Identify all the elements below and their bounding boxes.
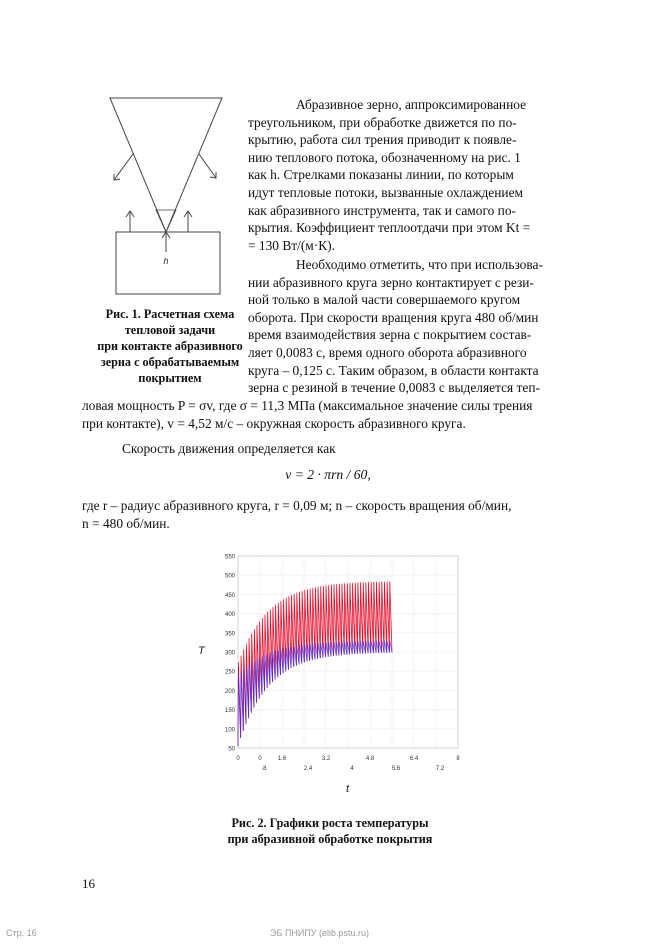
y-tick-labels — [225, 555, 236, 753]
y-tick-label: 50 — [228, 746, 235, 753]
figure1-caption — [78, 306, 262, 386]
figure1-caption-line: зерна с обрабатываемым — [100, 355, 240, 369]
text-line: при контакте), v = 4,52 м/с – окружная скорость абразивного круга. — [82, 415, 466, 431]
x-tick-label: 4.8 — [365, 756, 375, 762]
figure2-caption-line: Рис. 2. Графики роста температуры — [231, 816, 429, 830]
x-tick-label: 0 — [258, 756, 262, 762]
text-line: крытия. Коэффициент теплоотдачи при этом Kt = — [248, 220, 531, 236]
y-tick-label: 200 — [224, 688, 235, 695]
abrasive-grain-triangle — [110, 98, 222, 232]
figure1-caption-line: покрытием — [138, 371, 202, 385]
text-line: оборота. При скорости вращения круга 480 об/мин — [248, 309, 539, 325]
paragraph-3 — [82, 440, 574, 458]
y-axis-label: T — [198, 645, 205, 657]
text-line: нию теплового потока, обозначенному на рис. 1 — [248, 149, 521, 165]
figure2-caption-line: при абразивной обработке покрытия — [227, 832, 433, 846]
y-tick-label: 400 — [224, 612, 235, 619]
footer-page-label: Стр. 16 — [6, 928, 37, 938]
paragraph-1 — [248, 96, 574, 254]
x-tick-label: 5.6 — [391, 766, 401, 772]
x-tick-label: 0 — [236, 756, 240, 762]
x-tick-label: 3.2 — [321, 756, 331, 762]
text-line: треугольником, при обработке движется по по- — [248, 114, 517, 130]
y-tick-label: 500 — [224, 573, 235, 580]
text-line: n = 480 об/мин. — [82, 515, 170, 531]
paragraph-2-continuation — [82, 397, 574, 432]
text-line: ляет 0,0083 с, время одного оборота абразивного — [248, 344, 527, 360]
y-tick-label: 150 — [224, 708, 235, 715]
x-tick-label: .8 — [261, 766, 267, 772]
x-tick-label: 4 — [350, 766, 354, 772]
x-tick-labels — [236, 756, 460, 772]
text-line: Скорость движения определяется как — [122, 441, 336, 456]
text-line: ловая мощность P = σv, где σ = 11,3 МПа (максимальное значение силы трения — [82, 398, 533, 413]
x-axis-label: t — [346, 783, 350, 795]
text-line: как h. Стрелками показаны линии, по которым — [248, 167, 514, 183]
paragraph-4 — [82, 497, 574, 532]
text-line: где r – радиус абразивного круга, r = 0,09 м; n – скорость вращения об/мин, — [82, 498, 512, 513]
figure1-caption-line: Рис. 1. Расчетная схема — [105, 307, 235, 321]
x-tick-label: 1.6 — [277, 756, 287, 762]
y-tick-label: 350 — [224, 631, 235, 638]
text-line: круга – 0,125 с. Таким образом, в области контакта — [248, 362, 539, 378]
text-line: Необходимо отметить, что при использова- — [296, 257, 543, 272]
y-tick-label: 100 — [224, 727, 235, 734]
footer-library-label: ЭБ ПНИПУ (elib.pstu.ru) — [270, 928, 370, 938]
text-line: = 130 Вт/(м·К). — [248, 237, 335, 253]
y-tick-label: 300 — [224, 650, 235, 657]
x-tick-label: 2.4 — [303, 766, 313, 772]
text-line: нии абразивного круга зерно контактирует с рези- — [248, 274, 534, 290]
y-tick-label: 450 — [224, 592, 235, 599]
page-number: 16 — [82, 876, 95, 891]
x-tick-label: 7.2 — [435, 766, 445, 772]
y-tick-label: 550 — [224, 554, 235, 561]
text-line: ной только в малой части совершаемого кругом — [248, 292, 521, 308]
text-line: как абразивного инструмента, так и самого по- — [248, 202, 516, 218]
y-tick-label: 250 — [224, 669, 235, 676]
text-line: крытию, работа сил трения приводит к появле- — [248, 132, 517, 148]
text-line: время взаимодействия зерна с покрытием состав- — [248, 327, 532, 343]
x-tick-label: 8 — [456, 756, 460, 762]
text-line: Абразивное зерно, аппроксимированное — [296, 97, 527, 112]
text-line: зерна с резиной в течение 0,0083 с выделяется теп- — [248, 380, 540, 396]
figure1-caption-line: при контакте абразивного — [97, 339, 243, 353]
speed-formula: v = 2 · πrn / 60, — [285, 467, 371, 482]
heat-flux-label: h — [163, 256, 169, 266]
chart-grid — [238, 556, 458, 748]
x-tick-label: 6.4 — [409, 756, 419, 762]
figure1-caption-line: тепловой задачи — [124, 323, 216, 337]
figure2-caption — [170, 815, 490, 847]
paragraph-2 — [248, 256, 574, 397]
text-line: идут тепловые потоки, вызванные охлаждением — [248, 184, 524, 200]
temperature-chart — [186, 548, 476, 798]
figure1-diagram — [100, 92, 240, 312]
